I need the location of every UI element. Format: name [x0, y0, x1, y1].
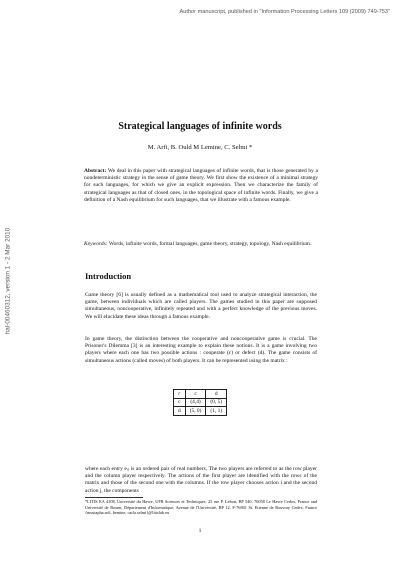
footnote: *LITIS EA 4108, Université du Havre, UFR Sciences et Techniques, 25 rue P. Lebon, BP 540, 76058 Le Havre Cedex, France and Université de Rouen, Département d'Informatique, Avenue de l'Université, BP 12, F-76801 St. Etienne de Rouvray Cedex, France {mustapha.arfi, bemine, carla.selmi}@litislab.eu	[85, 499, 317, 516]
matrix-row	[174, 407, 227, 416]
abstract-label: Abstract:	[84, 168, 107, 174]
keywords-label: Keywords:	[84, 241, 108, 247]
matrix-cell: (1, 1)	[206, 407, 227, 416]
paper-title: Strategical languages of infinite words	[118, 121, 282, 132]
matrix-cell: (5, 0)	[185, 407, 206, 416]
body-paragraph: where each entry eᵢⱼ is an ordered pair of real numbers. The two players are referred to as the row player and the column player respectively. The actions of the first player are identified with the rows of the matrix and those of the second one with the columns. If the row player chooses action i and the second action j, the components	[85, 466, 317, 494]
matrix-corner: r	[174, 390, 186, 399]
matrix-row-label: c	[174, 398, 186, 407]
payoff-matrix	[173, 389, 227, 416]
footnote-divider	[85, 497, 143, 498]
author-list: M. Arfi, B. Ould M Lemine, C. Selmi *	[147, 144, 253, 151]
page-number: 1	[198, 528, 202, 534]
body-paragraph: Game theory [6] is usually defined as a mathematical tool used to analyze strategical interaction, the game, between individuals which are called players. The games studied in this paper are supposed simultaneous, noncooperative, infinitely repeated and with a perfect knowledge of the previous moves. We will elucidate these ideas through a famous example.	[85, 292, 317, 320]
header-note: Author manuscript, published in "Information Processing Letters 109 (2009) 749-753"	[179, 9, 390, 15]
matrix-row	[174, 398, 227, 407]
hal-stamp	[3, 208, 12, 353]
section-title-introduction: Introduction	[85, 271, 132, 281]
keywords	[84, 241, 318, 248]
hal-stamp-text: hal-00460312, version 1 - 2 Mar 2010	[4, 227, 11, 334]
matrix-col-header: d	[206, 390, 227, 399]
matrix-col-header: c	[185, 390, 206, 399]
body-paragraph: In game theory, the distinction between the cooperative and noncooperative game is crucial. The Prisoner's Dilemma [3] is an interesting example to explain these notions. It is a game involving two players where each one has two possible actions : cooperate (c) or defect (d). The game consists of simultaneous actions (called moves) of both players. It can be represented using the matrix :	[85, 336, 317, 364]
abstract-text: We deal in this paper with strategical languages of infinite words, that is those generated by a nondeterministic strategy in the sense of game theory. We first show the existence of a minimal strategy for such languages, for which we give an explicit expression. Then we characterize the family of strategical languages as that of closed ones, in the topological space of infinite words. Finally, we give a definition of a Nash equilibrium for such languages, that we illustrate with a famous example.	[84, 168, 318, 203]
matrix-cell: (0, 5)	[206, 398, 227, 407]
matrix-row-label: d	[174, 407, 186, 416]
matrix-cell: (4,4)	[185, 398, 206, 407]
matrix-header-row	[174, 390, 227, 399]
abstract	[84, 168, 318, 204]
keywords-text: Words, infinite words, formal languages, game theory, strategy, topology, Nash equilibrium.	[107, 241, 312, 247]
